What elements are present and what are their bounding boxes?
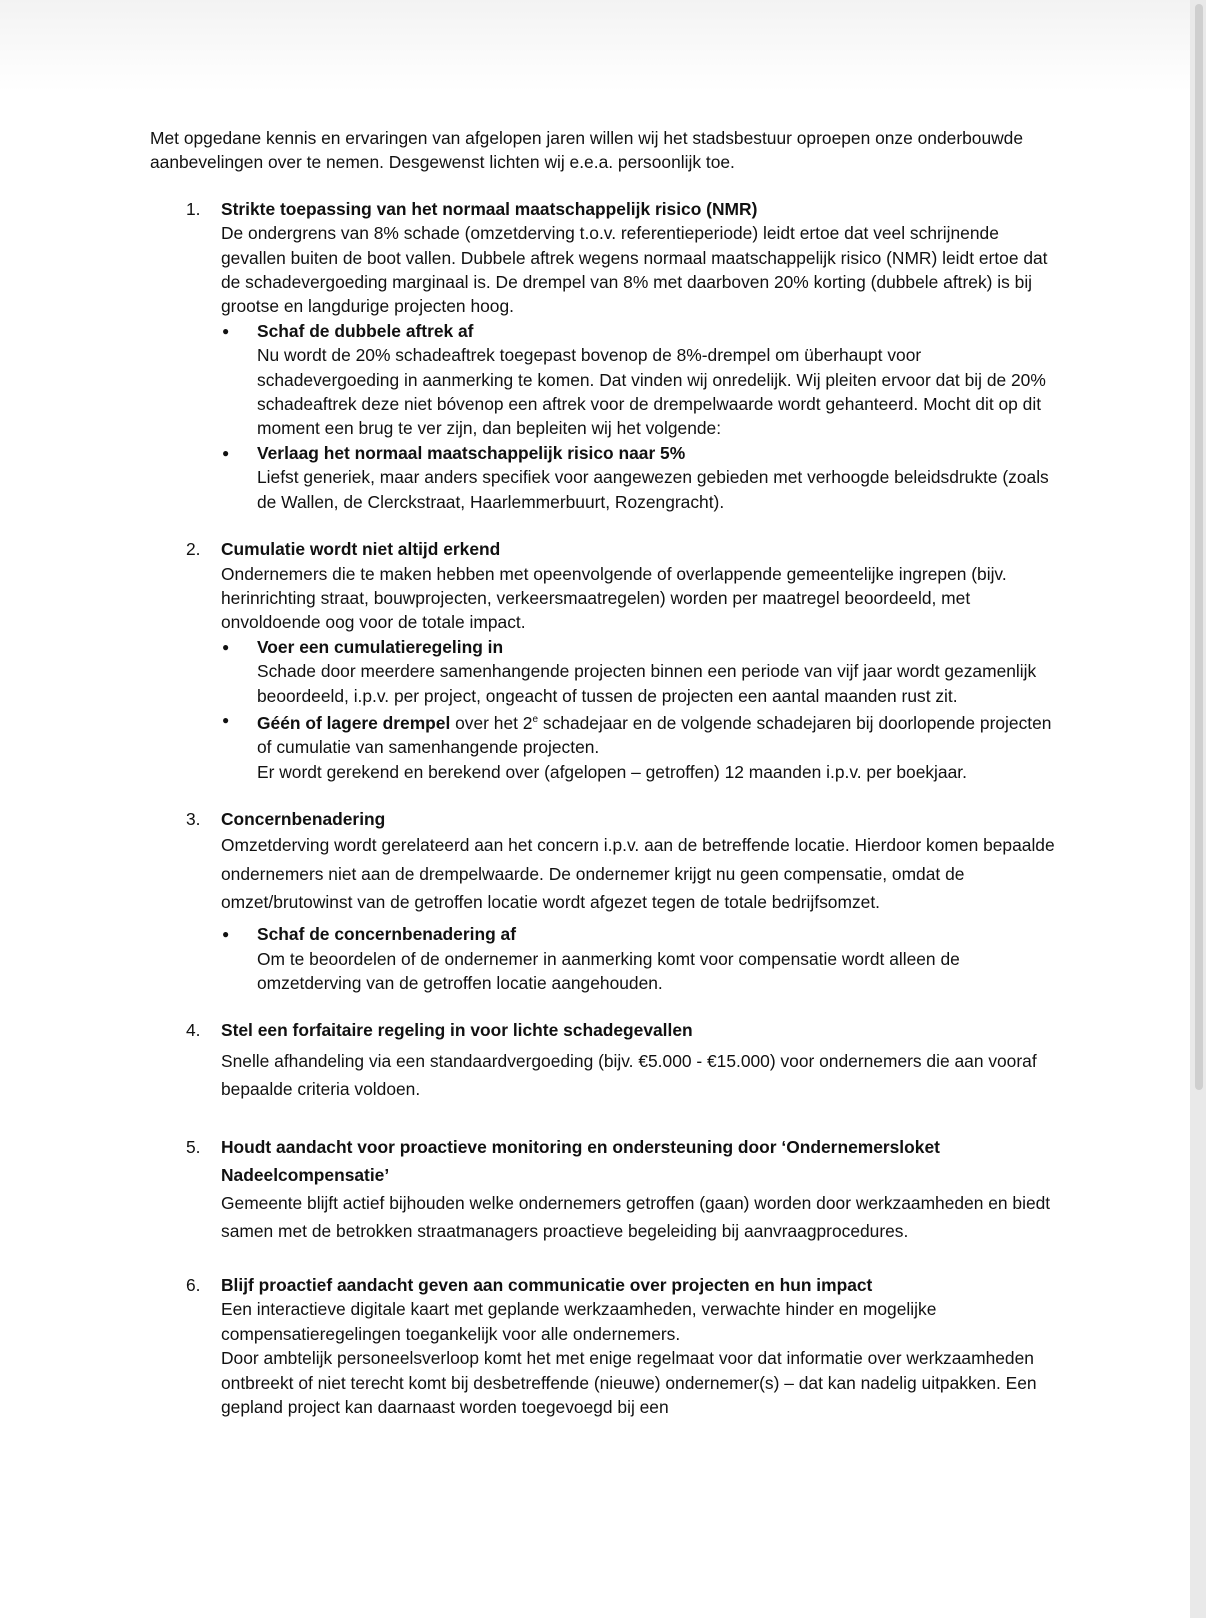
bullet-list [221,635,1060,784]
item-body: Ondernemers die te maken hebben met opeenvolgende of overlappende gemeentelijke ingrepen (bijv. herinrichting straat, bouwprojecten, verkeersmaatregelen) worden per maatregel beoordeeld, met onvoldoende oog voor de totale impact. [221,563,1007,633]
bullet-title: ● Schaf de dubbele aftrek af [257,320,474,341]
item-title: Strikte toepassing van het normaal maatschappelijk risico (NMR) [221,198,758,219]
bullet-mid: over het 2 [450,712,533,733]
bullet-list [221,319,1060,514]
item-title: Cumulatie wordt niet altijd erkend [221,539,501,560]
bullet-item [221,708,1060,784]
item-body: Een interactieve digitale kaart met geplande werkzaamheden, verwachte hinder en mogelijke compensatieregelingen toegankelijk voor alle ondernemers. [221,1299,937,1344]
bullet-item [221,922,1060,995]
bullet-item [221,441,1060,514]
bullet-text-inline [257,708,1060,760]
item-title: Houdt aandacht voor proactieve monitoring en ondersteuning door ‘Ondernemersloket Nadeelcompensatie’ [221,1136,940,1185]
viewer-top-bar [0,0,1190,92]
item-number: 4. [186,1020,201,1041]
item-number: 3. [186,808,201,829]
bullet-text: Nu wordt de 20% schadeaftrek toegepast bovenop de 8%-drempel om überhaupt voor schadevergoeding in aanmerking te komen. Dat vinden wij onredelijk. Wij pleiten ervoor dat bij de 20% schadeaftrek deze niet bóvenop een aftrek voor de drempelwaarde wordt gehanteerd. Mocht dit op dit moment een brug te ver zijn, dan bepleiten wij het volgende: [257,345,1046,439]
item-body: Omzetderving wordt gerelateerd aan het concern i.p.v. aan de betreffende locatie. Hierdoor komen bepaalde ondernemers niet aan de drempelwaarde. De ondernemer krijgt nu geen compensatie, omdat de omzet/brutowinst van de getroffen locatie wordt afgezet tegen de totale bedrijfsomzet. [221,835,1055,912]
recommendation-5 [150,1133,1060,1273]
intro-paragraph: Met opgedane kennis en ervaringen van afgelopen jaren willen wij het stadsbestuur oproepen onze onderbouwde aanbevelingen over te nemen. Desgewenst lichten wij e.e.a. persoonlijk toe. [150,128,1024,173]
item-number: 1. [186,198,201,219]
bullet-list [221,922,1060,995]
item-number: 2. [186,539,201,560]
document-page [150,126,1060,1419]
bullet-title: ● Schaf de concernbenadering af [257,924,516,945]
recommendation-2 [150,537,1060,807]
item-body: Snelle afhandeling via een standaardvergoeding (bijv. €5.000 - €15.000) voor ondernemers die aan vooraf bepaalde criteria voldoen. [221,1050,1037,1099]
item-number: 5. [186,1136,201,1157]
bullet-text: Schade door meerdere samenhangende projecten binnen een periode van vijf jaar wordt gezamenlijk beoordeeld, i.p.v. per project, ongeacht of tussen de projecten een aantal maanden rust zit. [257,661,1037,706]
recommendation-4 [150,1018,1060,1132]
item-title: Stel een forfaitaire regeling in voor lichte schadegevallen [221,1020,693,1041]
item-number: 6. [186,1274,201,1295]
superscript: e [532,713,539,725]
scrollbar-thumb[interactable] [1195,4,1203,1090]
bullet-text-2: Er wordt gerekend en berekend over (afgelopen – getroffen) 12 maanden i.p.v. per boekjaar. [257,761,967,782]
recommendations-list [150,197,1060,1420]
bullet-text: Liefst generiek, maar anders specifiek voor aangewezen gebieden met verhoogde beleidsdrukte (zoals de Wallen, de Clerckstraat, Haarlemmerbuurt, Rozengracht). [257,467,1049,512]
bullet-text: schadejaar en de volgende schadejaren bij doorlopende projecten of cumulatie van samenhangende projecten. [257,712,1052,758]
bullet-title: Géén of lagere drempel [257,712,451,733]
bullet-item [221,319,1060,441]
item-body: Gemeente blijft actief bijhouden welke ondernemers getroffen (gaan) worden door werkzaamheden en biedt samen met de betrokken straatmanagers proactieve begeleiding bij aanvraagprocedures. [221,1192,1051,1241]
scrollbar-track[interactable] [1190,0,1206,1618]
recommendation-3 [150,807,1060,1019]
bullet-item [221,635,1060,708]
bullet-title: ● Voer een cumulatieregeling in [257,636,504,657]
recommendation-6 [150,1273,1060,1419]
item-title: Concernbenadering [221,808,386,829]
bullet-title: ● Verlaag het normaal maatschappelijk risico naar 5% [257,442,686,463]
item-body: De ondergrens van 8% schade (omzetderving t.o.v. referentieperiode) leidt ertoe dat veel schrijnende gevallen buiten de boot vallen. Dubbele aftrek wegens normaal maatschappelijk risico (NMR) leidt ertoe dat de schadevergoeding marginaal is. De drempel van 8% met daarboven 20% korting (dubbele aftrek) is bij grootse en langdurige projecten hoog. [221,223,1048,317]
bullet-text: Om te beoordelen of de ondernemer in aanmerking komt voor compensatie wordt alleen de omzetderving van de getroffen locatie aangehouden. [257,948,960,994]
item-body-2: Door ambtelijk personeelsverloop komt het met enige regelmaat voor dat informatie over werkzaamheden ontbreekt of niet terecht komt bij desbetreffende (nieuwe) ondernemer(s) – dat kan nadelig uitpakken. Een gepland project kan daarnaast worden toegevoegd bij een [221,1348,1037,1417]
recommendation-1 [150,197,1060,537]
item-title: Blijf proactief aandacht geven aan communicatie over projecten en hun impact [221,1274,873,1295]
